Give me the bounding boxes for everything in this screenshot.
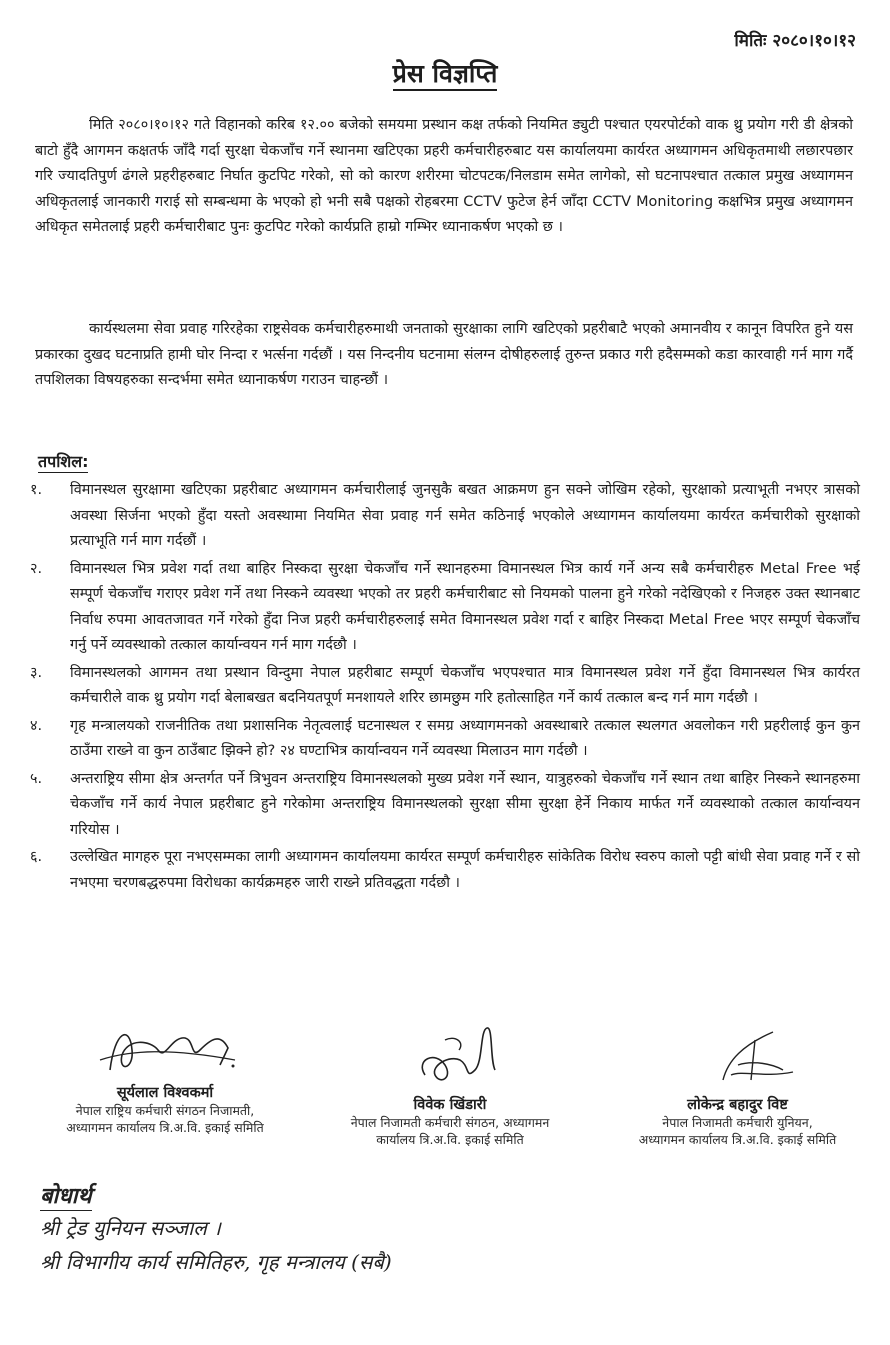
- signatory-1-name: सूर्यलाल विश्वकर्मा: [116, 1085, 214, 1101]
- signature-3-image: [643, 1020, 833, 1090]
- list-item-text: अन्तराष्ट्रिय सीमा क्षेत्र अन्तर्गत पर्ने त्रिभुवन अन्तराष्ट्रिय विमानस्थलको मुख्य प्रवेश गर्ने स्थान, यात्रुहरुको चेकजाँच गर्ने स्थान तथा बाहिर निस्कने स्थानहरुमा चेकजाँच गर्ने कार्य नेपाल प्रहरीबाट हुने गरेकोमा अन्तराष्ट्रिय विमानस्थलको सुरक्षा सीमा सुरक्षा हेर्ने निकाय मार्फत गर्ने व्यवस्थाको तत्काल कार्यान्वयन गरियोस ।: [70, 770, 860, 838]
- signatory-2-org-line-2: कार्यालय त्रि.अ.वि. इकाई समिति: [376, 1132, 524, 1147]
- body-paragraph-1: [35, 113, 853, 241]
- list-item-text: गृह मन्त्रालयको राजनीतिक तथा प्रशासनिक नेतृत्वलाई घटनास्थल र समग्र अध्यागमनको अवस्थाबारे तत्काल स्थलगत अवलोकन गरी प्रहरीलाई कुन कुन ठाउँमा राख्ने वा कुन ठाउँबाट झिक्ने हो? २४ घण्टाभित्र कार्यान्वयन गर्ने व्यवस्था मिलाउन माग गर्दछौ ।: [70, 717, 860, 759]
- title-text: प्रेस विज्ञप्ति: [393, 59, 498, 91]
- signatory-2: [305, 1020, 595, 1148]
- page-title: [0, 56, 890, 90]
- list-item: [30, 557, 860, 659]
- list-item: [30, 478, 860, 555]
- signatory-2-org-line-1: नेपाल निजामती कर्मचारी संगठन, अध्यागमन: [350, 1115, 550, 1130]
- body-paragraph-2: [35, 317, 853, 394]
- list-item-text: विमानस्थल सुरक्षामा खटिएका प्रहरीबाट अध्यागमन कर्मचारीलाई जुनसुकै बखत आक्रमण हुन सक्ने जोखिम रहेको, सुरक्षाको प्रत्याभूती नभएर त्रासको अवस्था सिर्जना भएको हुँदा यस्तो अवस्थामा नियमित सेवा प्रवाह गर्न समेत कठिनाई भएकोले अध्यागमन कार्यालयमा कार्यरत कर्मचारीको सुरक्षाको प्रत्याभूति गर्न माग गर्दछौं ।: [70, 482, 860, 549]
- list-item: [30, 714, 860, 765]
- list-item-number: ४.: [30, 717, 43, 734]
- list-item-number: ५.: [30, 770, 43, 787]
- list-item-text: विमानस्थल भित्र प्रवेश गर्दा तथा बाहिर निस्कदा सुरक्षा चेकजाँच गर्ने स्थानहरुमा विमानस्थल भित्र कार्य गर्ने अन्य सबै कर्मचारीहरु Metal Free भई सम्पूर्ण चेकजाँच गराएर प्रवेश गर्ने तथा निस्कने व्यवस्था भएको तर प्रहरी कर्मचारीबाट सो नियमको पालना हुने गरेको नदेखिएको र निजहरु उक्त स्थानबाट निर्वाध रुपमा आवतजावत गर्ने गरेको हुँदा निज प्रहरी कर्मचारीहरुलाई समेत विमानस्थल प्रवेश गर्दा र बाहिर निस्कदा Metal Free भएर सम्पूर्ण चेकजाँच गर्नु पर्ने व्यवस्थाको तत्काल कार्यान्वयन गर्न माग गर्दछौ ।: [70, 560, 860, 653]
- signatory-1-org-line-1: नेपाल राष्ट्रिय कर्मचारी संगठन निजामती,: [75, 1103, 255, 1118]
- list-item-number: १.: [30, 482, 43, 498]
- signatory-3-org-line-2: अध्यागमन कार्यालय त्रि.अ.वि. इकाई समिति: [638, 1132, 837, 1147]
- cc-heading: बोधार्थ: [40, 1180, 92, 1211]
- list-item-number: ३.: [30, 664, 43, 681]
- paragraph-2-text: कार्यस्थलमा सेवा प्रवाह गरिरहेका राष्ट्रसेवक कर्मचारीहरुमाथी जनताको सुरक्षाका लागि खटिएको प्रहरीबाटै भएको अमानवीय र कानून विपरित हुने यस प्रकारका दुखद घटनाप्रति हामी घोर निन्दा र भर्त्सना गर्दछौं । यस निन्दनीय घटनामा संलग्न दोषीहरुलाई तुरुन्त प्रकाउ गरी हदैसम्मको कडा कारवाही गर्न माग गर्दै तपशिलका विषयहरुका सन्दर्भमा समेत ध्यानाकर्षण गराउन चाहन्छौं ।: [35, 321, 854, 388]
- cc-line-2: श्री विभागीय कार्य समितिहरु, गृह मन्त्रालय (सबै): [40, 1250, 392, 1274]
- signatory-3: [605, 1020, 870, 1148]
- list-item-number: ६.: [30, 849, 43, 865]
- signatory-1-org-line-2: अध्यागमन कार्यालय त्रि.अ.वि. इकाई समिति: [66, 1120, 264, 1135]
- paragraph-1-text: मिति २०८०।१०।१२ गते विहानको करिब १२.०० बजेको समयमा प्रस्थान कक्ष तर्फको नियमित ड्युटी पश्चात एयरपोर्टको वाक थ्रु प्रयोग गरी डी क्षेत्रको बाटो हुँदै आगमन कक्षतर्फ जाँदै गर्दा सुरक्षा चेकजाँच गर्ने स्थानमा खटिएका प्रहरी कर्मचारीहरुबाट यस कार्यालयमा कार्यरत अध्यागमन अधिकृतमाथी लछारपछार गरि ज्यादतिपुर्ण ढंगले प्रहरीहरुबाट निर्घात कुटपिट गरेको, सो को कारण शरीरमा चोटपटक/निलडाम समेत लागेको, सो घटनापश्चात तत्काल प्रमुख अध्यागमन अधिकृतलाई जानकारी गराई सो सम्बन्धमा के भएको हो भनी सबै पक्षको रोहबरमा CCTV फुटेज हेर्न जाँदा CCTV Monitoring कक्षभित्र प्रमुख अध्यागमन अधिकृत समेतलाई प्रहरी कर्मचारीबाट पुनः कुटपिट गरेको कार्यप्रति हाम्रो गम्भिर ध्यानाकर्षण भएको छ ।: [35, 117, 853, 235]
- list-item-text: उल्लेखित मागहरु पूरा नभएसम्मका लागी अध्यागमन कार्यालयमा कार्यरत सम्पूर्ण कर्मचारीहरु सांकेतिक विरोध स्वरुप कालो पट्टी बांधी सेवा प्रवाह गर्ने र सो नभएमा चरणबद्धरुपमा विरोधका कार्यक्रमहरु जारी राख्ने प्रतिवद्धता गर्दछौ ।: [70, 849, 860, 891]
- list-item: [30, 661, 860, 712]
- signatory-3-org-line-1: नेपाल निजामती कर्मचारी युनियन,: [662, 1115, 813, 1130]
- signatory-2-name: विवेक खिंडारी: [413, 1097, 487, 1113]
- list-item-text: विमानस्थलको आगमन तथा प्रस्थान विन्दुमा नेपाल प्रहरीबाट सम्पूर्ण चेकजाँच भएपश्चात मात्र विमानस्थल प्रवेश गर्ने हुँदा विमानस्थल भित्र कार्यरत कर्मचारीले वाक थ्रु प्रयोग गर्दा बेलाबखत बदनियतपूर्ण मनशायले शरिर छामछुम गरि हतोत्साहित गर्ने कार्य तत्काल बन्द गर्न माग गर्दछौ ।: [70, 664, 860, 706]
- signature-2-image: [355, 1020, 545, 1090]
- demands-list: [30, 478, 860, 898]
- list-heading: तपशिल:: [38, 452, 89, 471]
- date-label: मितिः २०८०।१०।१२: [734, 31, 856, 51]
- signature-1-image: [70, 1020, 260, 1078]
- signatory-1: [30, 1020, 300, 1136]
- cc-section: [40, 1180, 392, 1279]
- list-item: [30, 845, 860, 896]
- list-item-number: २.: [30, 560, 43, 577]
- list-item: [30, 767, 860, 844]
- signatory-3-name: लोकेन्द्र बहादुर विष्ट: [687, 1097, 788, 1113]
- cc-line-1: श्री ट्रेड युनियन सञ्जाल ।: [40, 1216, 221, 1240]
